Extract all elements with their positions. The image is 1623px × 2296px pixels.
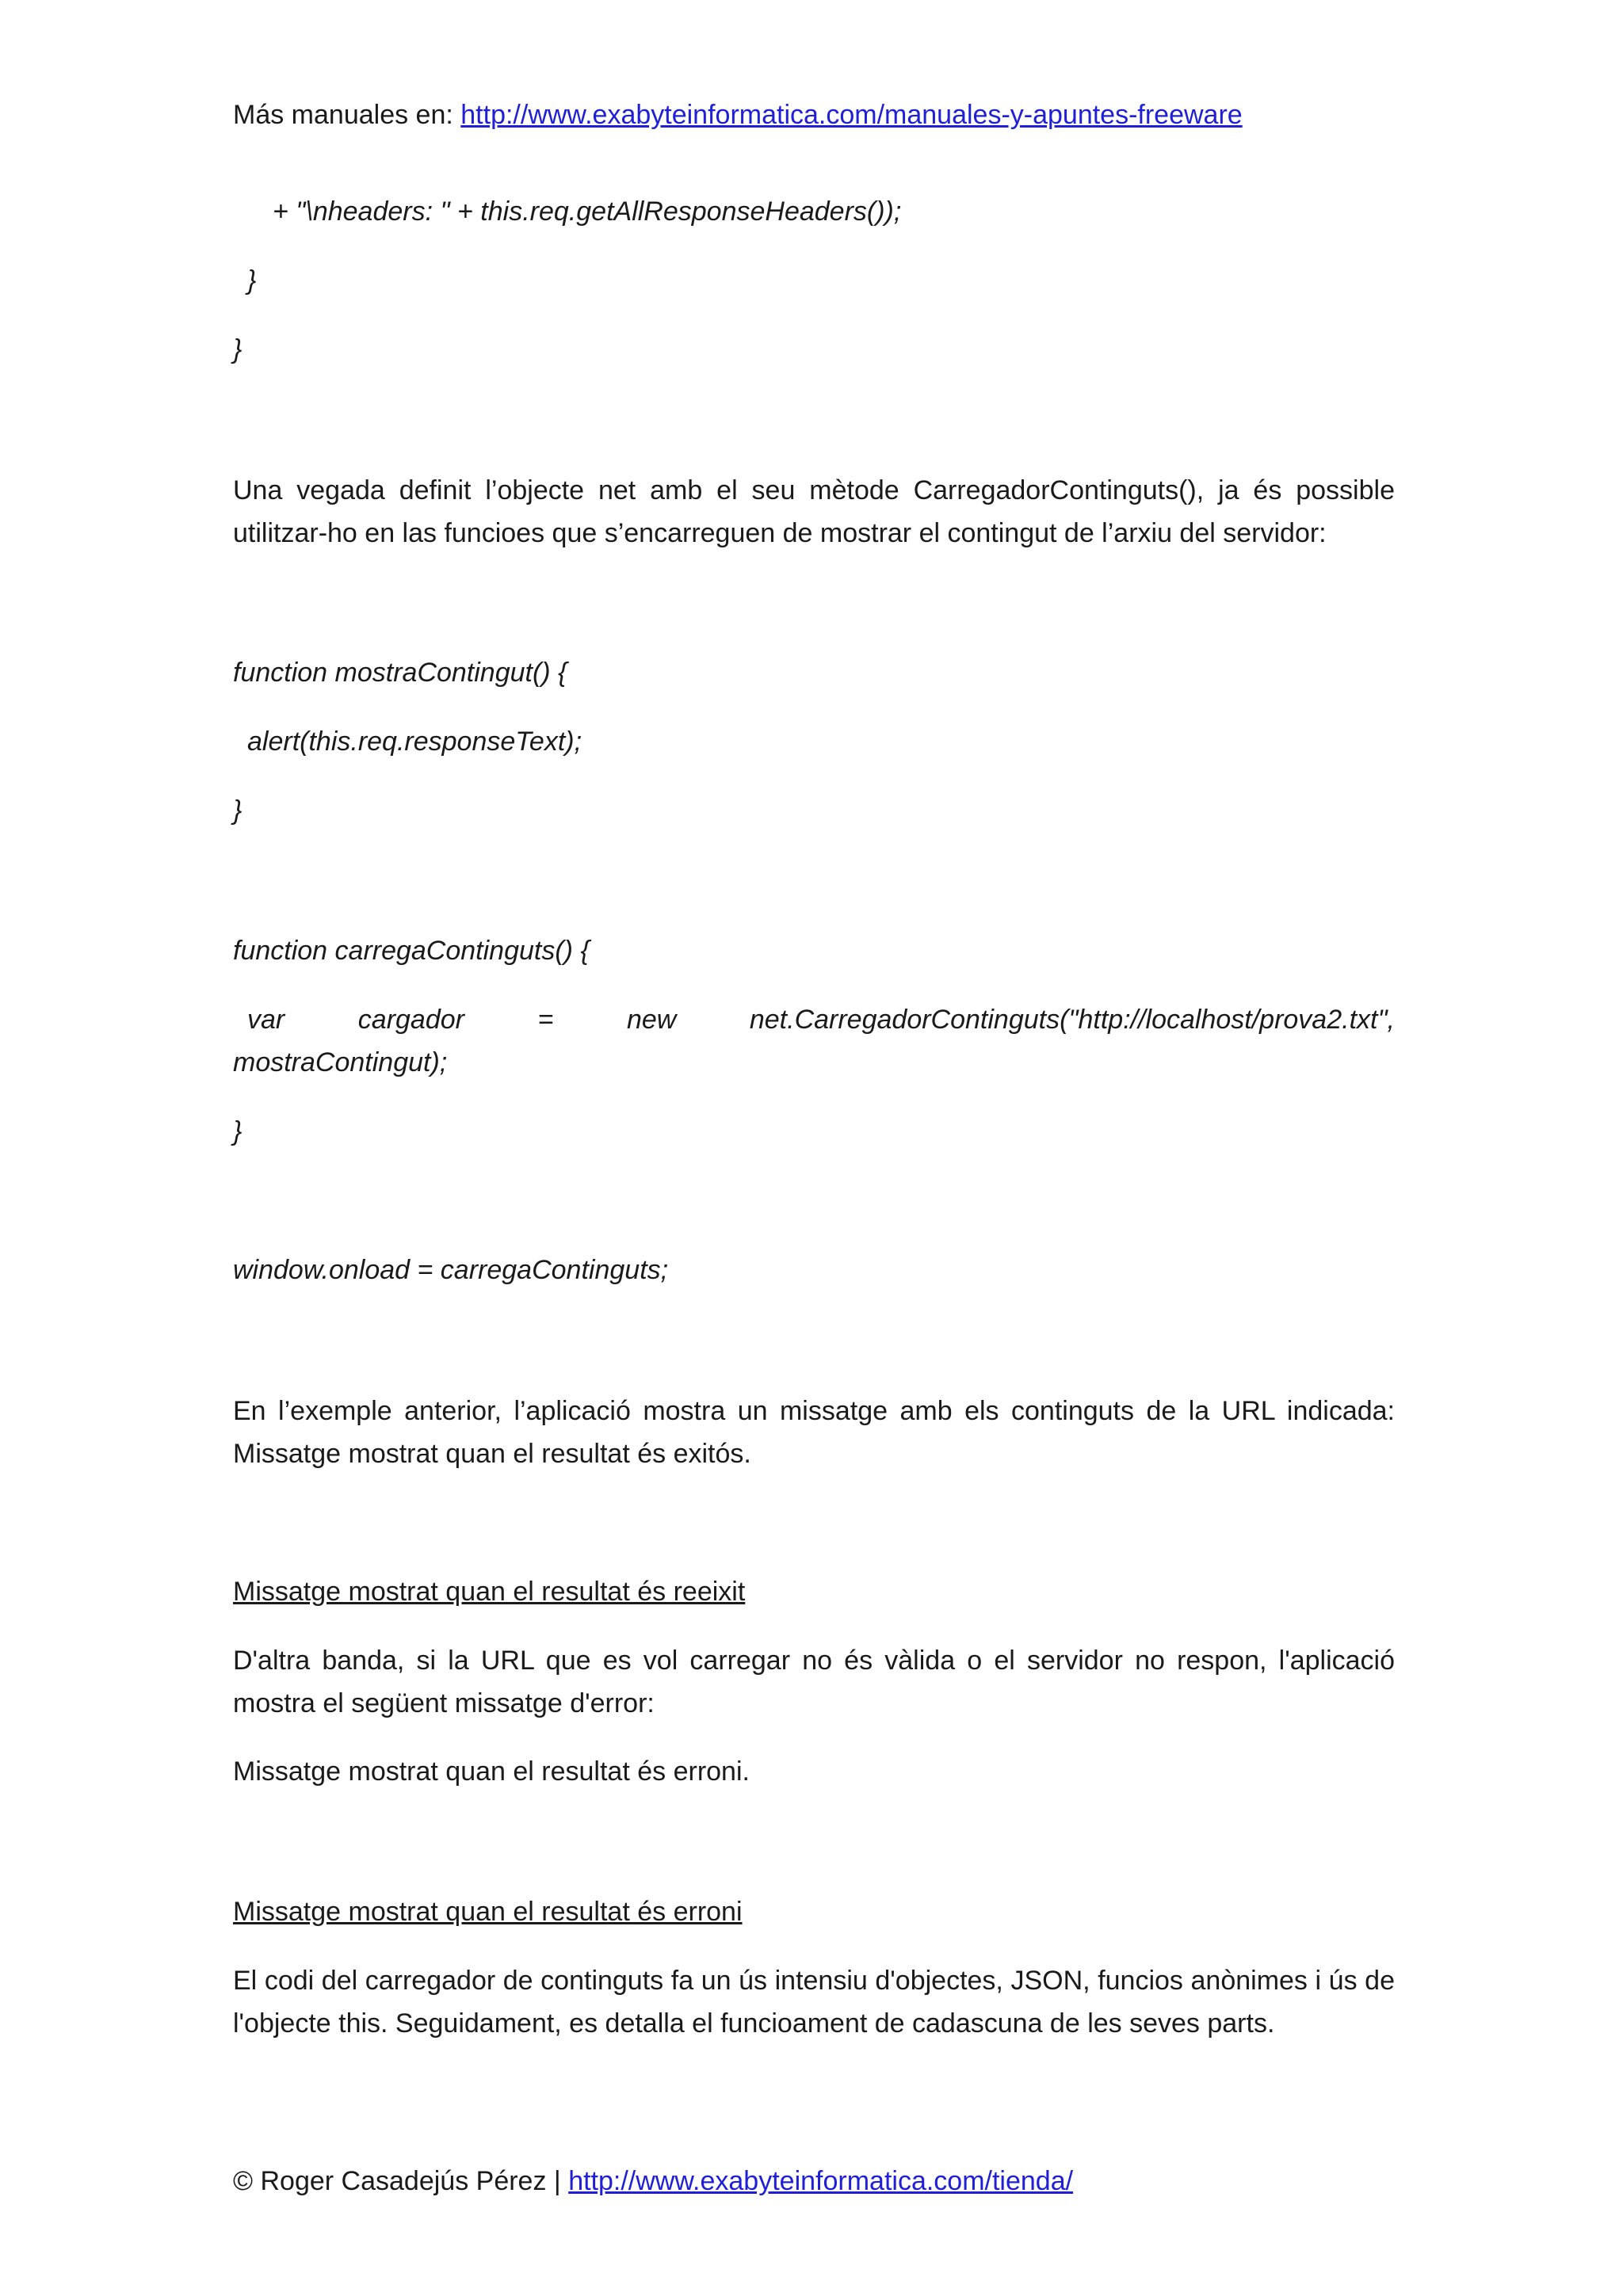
footer-link[interactable]: http://www.exabyteinformatica.com/tienda/ bbox=[568, 2166, 1074, 2196]
code-line: } bbox=[247, 265, 257, 296]
code-line: } bbox=[233, 334, 242, 364]
code-line: alert(this.req.responseText); bbox=[247, 727, 582, 757]
footer-prefix: © Roger Casadejús Pérez | bbox=[233, 2166, 569, 2196]
paragraph: En l’exemple anterior, l’aplicació mostra un missatge amb els continguts de la URL indicada: Missatge mostrat quan el resultat és exitós. bbox=[233, 1396, 1395, 1469]
code-line: } bbox=[233, 795, 242, 826]
page-header bbox=[233, 93, 1395, 136]
paragraph: D'altra banda, si la URL que es vol carregar no és vàlida o el servidor no respon, l'aplicació mostra el següent missatge d'error: bbox=[233, 1646, 1395, 1718]
code-token: var bbox=[247, 1005, 285, 1035]
caption-heading: Missatge mostrat quan el resultat és reeixit bbox=[233, 1577, 746, 1607]
code-line: } bbox=[233, 1116, 242, 1146]
page-footer bbox=[233, 2160, 1395, 2203]
code-line-justified bbox=[233, 998, 1395, 1041]
code-token: cargador bbox=[357, 1005, 464, 1035]
code-line: window.onload = carregaContinguts; bbox=[233, 1255, 669, 1285]
code-line: function mostraContingut() { bbox=[233, 658, 567, 688]
caption-heading: Missatge mostrat quan el resultat és erroni bbox=[233, 1897, 743, 1927]
header-link[interactable]: http://www.exabyteinformatica.com/manuales-y-apuntes-freeware bbox=[460, 100, 1243, 130]
code-token: net.CarregadorContinguts("http://localhost/prova2.txt", bbox=[749, 1005, 1395, 1035]
code-token: new bbox=[626, 1005, 677, 1035]
paragraph: Una vegada definit l’objecte net amb el seu mètode CarregadorContinguts(), ja és possible utilitzar-ho en las funcioes que s’encarreguen de mostrar el contingut de l’arxiu del servidor: bbox=[233, 475, 1395, 548]
code-token: = bbox=[537, 1005, 554, 1035]
code-line: function carregaContinguts() { bbox=[233, 936, 590, 966]
paragraph: Missatge mostrat quan el resultat és erroni. bbox=[233, 1756, 750, 1787]
paragraph: El codi del carregador de continguts fa un ús intensiu d'objectes, JSON, funcios anònimes i ús de l'objecte this. Seguidament, es detalla el funcioament de cadascuna de les seves parts. bbox=[233, 1966, 1395, 2039]
header-prefix: Más manuales en: bbox=[233, 100, 461, 130]
code-line: mostraContingut); bbox=[233, 1047, 448, 1077]
code-line: + "\nheaders: " + this.req.getAllResponseHeaders()); bbox=[273, 196, 902, 227]
